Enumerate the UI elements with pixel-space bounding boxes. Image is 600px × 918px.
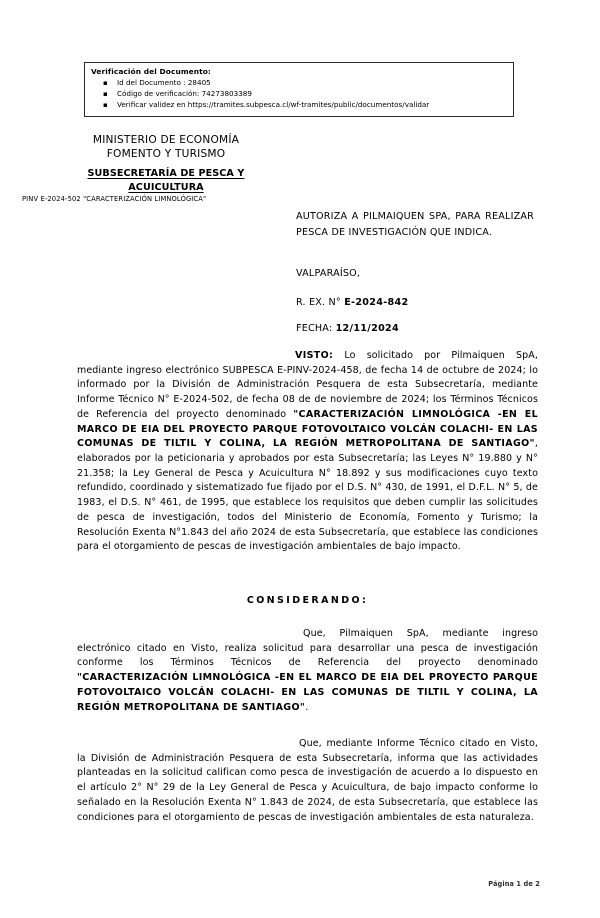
pinv-reference: PINV E-2024-502 "CARACTERIZACIÓN LIMNOLÓGICA" xyxy=(22,195,207,203)
considerando-paragraph-1 xyxy=(77,627,538,715)
considerando-section-2 xyxy=(77,737,538,825)
considerando-2-text: Que, mediante Informe Técnico citado en Visto, la División de Administración Pesquera de esta Subsecretaría, informa que las actividades planteadas en la solicitud califican como pesca de investigación de acuerdo a lo dispuesto en el artículo 2° N° 29 de la Ley General de Pesca y Acuicultura, de bajo impacto conforme lo señalado en la Resolución Exenta N° 1.843 de 2024, de esta Subsecretaría, que establece las condiciones para el otorgamiento de pescas de investigación ambientales de esta naturaleza. xyxy=(77,738,538,823)
page-footer: Página 1 de 2 xyxy=(488,880,540,888)
verification-item-url xyxy=(91,100,509,111)
considerando-1-text-part-1: Que, Pilmaiquen SpA, mediante ingreso electrónico citado en Visto, realiza solicitud para desarrollar una pesca de investigación conforme los Términos Técnicos de Referencia del proyecto denominado xyxy=(77,628,538,669)
document-verification-box xyxy=(84,62,514,117)
considerando-paragraph-2 xyxy=(77,737,538,825)
ministry-line-1: MINISTERIO DE ECONOMÍA xyxy=(92,134,240,146)
verification-item-code-text: Código de verificación: 74273803389 xyxy=(117,88,252,98)
bullet-icon: ▪ xyxy=(103,78,108,87)
considerando-section-1 xyxy=(77,627,538,715)
considerando-1-text-part-2: . xyxy=(305,701,309,713)
resolution-number-value: E-2024-842 xyxy=(344,297,409,308)
visto-section xyxy=(77,349,538,555)
ministry-heading xyxy=(46,133,286,162)
verification-title: Verificación del Documento: xyxy=(91,67,211,76)
subsecretaria-line-2: ACUICULTURA xyxy=(128,181,204,193)
resolution-number-label: R. EX. N° xyxy=(296,297,341,308)
verification-item-code xyxy=(91,89,509,100)
issuing-city: VALPARAÍSO, xyxy=(296,268,361,279)
resolution-date xyxy=(296,323,399,334)
bullet-icon: ▪ xyxy=(103,89,108,98)
verification-list xyxy=(91,78,509,111)
ministry-line-2: FOMENTO Y TURISMO xyxy=(106,148,226,161)
bullet-icon: ▪ xyxy=(103,100,108,109)
resolution-date-value: 12/11/2024 xyxy=(335,323,399,334)
visto-label: VISTO: xyxy=(295,350,334,361)
subsecretaria-heading xyxy=(46,167,286,194)
subsecretaria-line-1: SUBSECRETARÍA DE PESCA Y xyxy=(87,168,245,179)
resolution-subject: AUTORIZA A PILMAIQUEN SPA, PARA REALIZAR PESCA DE INVESTIGACIÓN QUE INDICA. xyxy=(296,211,534,238)
verification-item-id xyxy=(91,78,509,89)
visto-paragraph xyxy=(77,349,538,555)
visto-text-part-1: Lo solicitado por Pilmaiquen SpA, mediante ingreso electrónico SUBPESCA E-PINV-2024-458, de fecha 14 de octubre de 2024; lo informado por la División de Administración Pesquera de esta Subsecretaría, mediante Informe Técnico N° E-2024-502, de fecha 08 de de noviembre de 2024; los Términos Técnicos de Referencia del proyecto denominado xyxy=(77,350,538,420)
verification-item-id-text: Id del Documento : 28405 xyxy=(117,77,211,87)
project-name-1: "CARACTERIZACIÓN LIMNOLÓGICA -EN EL MARCO DE EIA DEL PROYECTO PARQUE FOTOVOLTAICO VOLCÁN COLACHI- EN LAS COMUNAS DE TILTIL Y COLINA, LA REGIÓN METROPOLITANA DE SANTIAGO" xyxy=(77,408,539,450)
visto-text-part-2: , elaborados por la peticionaria y aprobados por esta Subsecretaría; las Leyes N° 19.880 y N° 21.358; la Ley General de Pesca y Acuicultura N° 18.892 y sus modificaciones cuyo texto refundido, coordinado y sistematizado fue fijado por el D.S. N° 430, de 1991, el D.F.L. N° 5, de 1983, el D.S. N° 461, de 1995, que establece los requisitos que deben cumplir las solicitudes de pesca de investigación, todos del Ministerio de Economía, Fomento y Turismo; la Resolución Exenta N°1.843 del año 2024 de esta Subsecretaría, que establece las condiciones para el otorgamiento de pescas de investigación ambientales de bajo impacto. xyxy=(77,438,538,553)
verification-item-url-text: Verificar validez en https://tramites.subpesca.cl/wf-tramites/public/documentos/validar xyxy=(117,99,430,109)
project-name-2: "CARACTERIZACIÓN LIMNOLÓGICA -EN EL MARCO DE EIA DEL PROYECTO PARQUE FOTOVOLTAICO VOLCÁN COLACHI- EN LAS COMUNAS DE TILTIL Y COLINA, LA REGIÓN METROPOLITANA DE SANTIAGO" xyxy=(77,672,538,713)
resolution-number xyxy=(296,297,408,308)
considerando-heading: CONSIDERANDO: xyxy=(246,595,369,606)
resolution-date-label: FECHA: xyxy=(296,323,333,334)
